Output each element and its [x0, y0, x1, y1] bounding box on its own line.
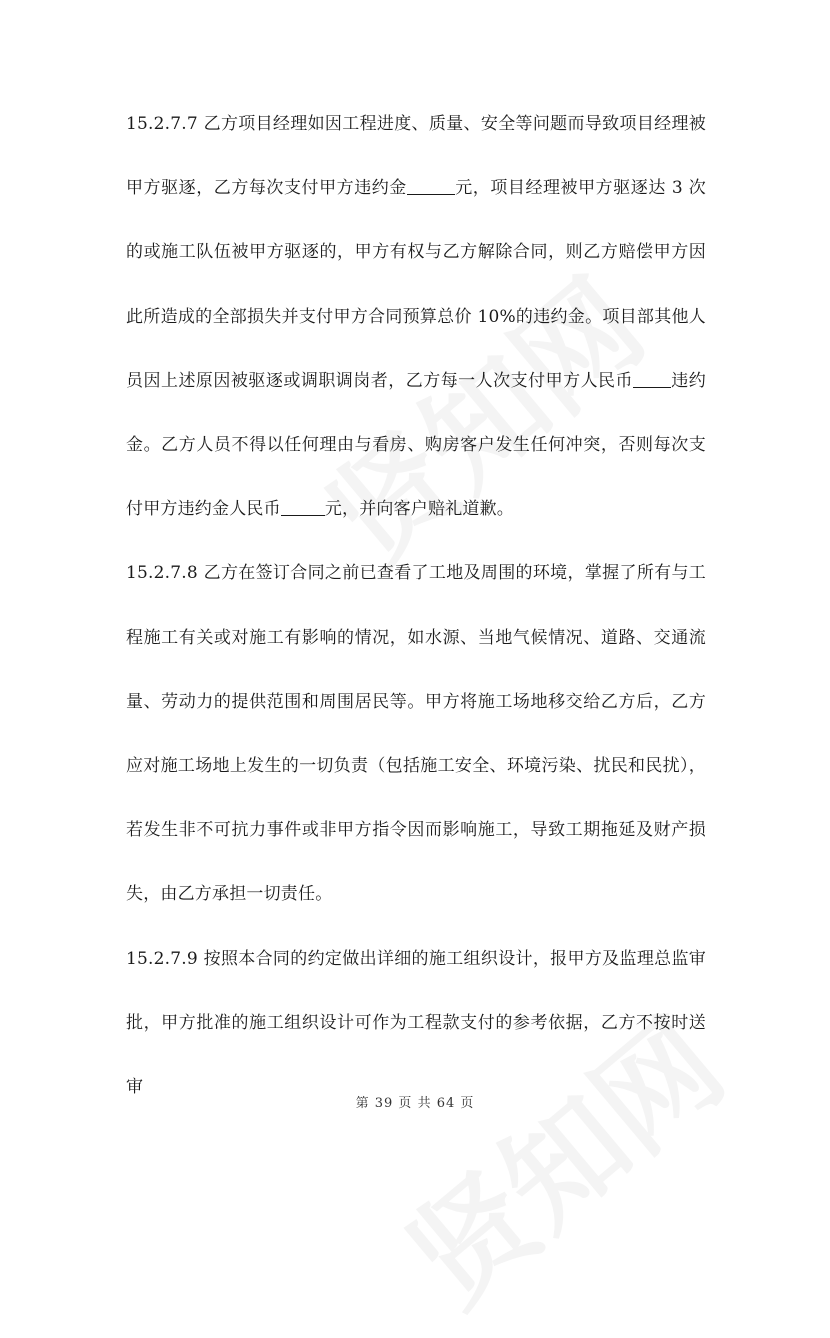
clause-text: 违约金。乙方人员不得以任何理由与看房、购房客户发生任何冲突，否则每次支付甲方违约金人民币	[126, 370, 706, 520]
fill-in-blank	[633, 371, 671, 388]
fill-in-blank	[281, 499, 325, 516]
clause-15-2-7-9: 15.2.7.9 按照本合同的约定做出详细的施工组织设计，报甲方及监理总监审批，甲方批准的施工组织设计可作为工程款支付的参考依据，乙方不按时送审	[126, 948, 706, 1098]
document-body	[126, 92, 706, 1119]
clause-text: 元，并向客户赔礼道歉。	[324, 499, 515, 520]
clause-15-2-7-8: 15.2.7.8 乙方在签订合同之前已查看了工地及周围的环境，掌握了所有与工程施工有关或对施工有影响的情况，如水源、当地气候情况、道路、交通流量、劳动力的提供范围和周围居民等。甲方将施工场地移交给乙方后，乙方应对施工场地上发生的一切负责（包括施工安全、环境污染、扰民和民扰），若发生非不可抗力事件或非甲方指令因而影响施工，导致工期拖延及财产损失，由乙方承担一切责任。	[126, 563, 706, 905]
page-number: 第 39 页 共 64 页	[355, 1096, 475, 1111]
clause-text: 15.2.7.7 乙方项目经理如因工程进度、质量、安全等问题而导致项目经理被甲方驱逐，乙方每次支付甲方违约金	[126, 114, 706, 199]
clause-15-2-7-7	[126, 92, 706, 541]
clause-text: 元，项目经理被甲方驱逐达 3 次的或施工队伍被甲方驱逐的，甲方有权与乙方解除合同，则乙方赔偿甲方因此所造成的全部损失并支付甲方合同预算总价 10%的违约金。项目部其他人员因上述原因被驱逐或调职调岗者，乙方每一人次支付甲方人民币	[126, 178, 707, 391]
fill-in-blank	[407, 178, 455, 195]
